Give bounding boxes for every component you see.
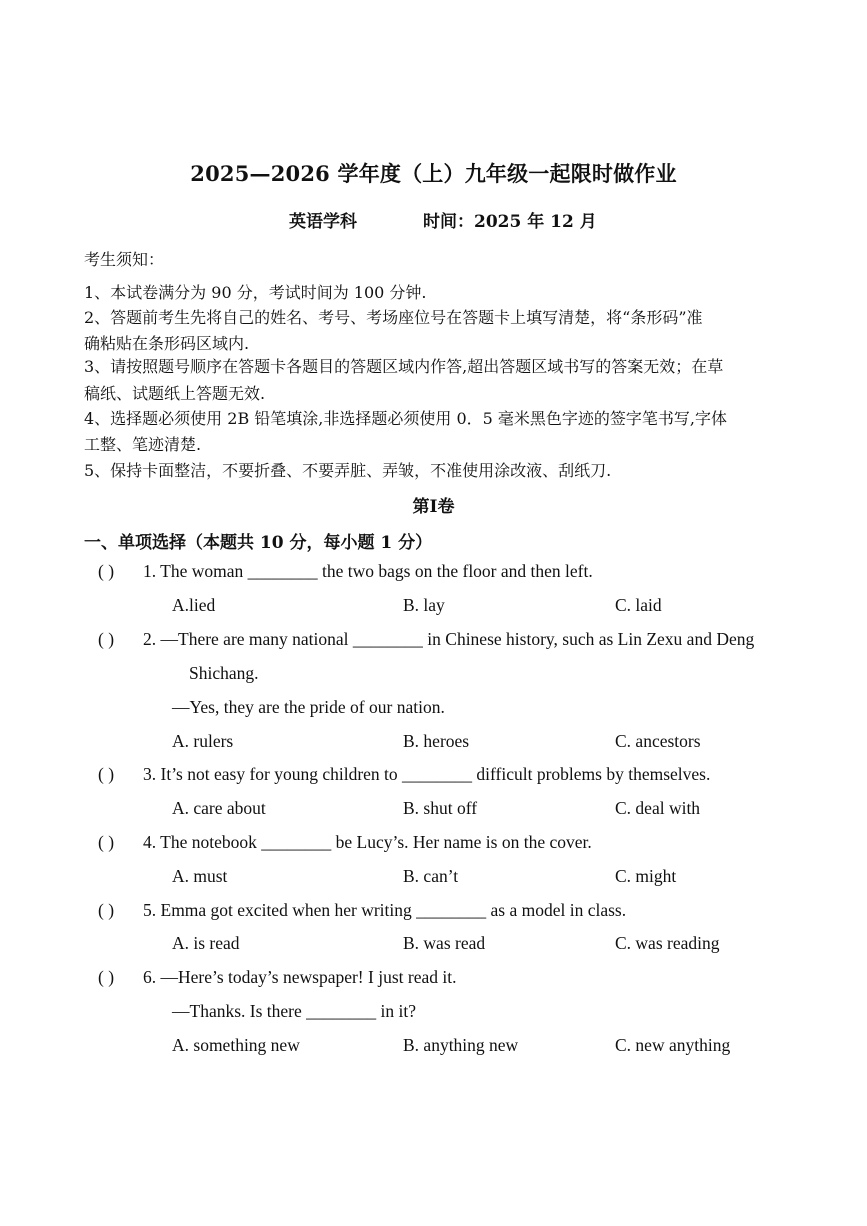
- notice-line: 稿纸、试题纸上答题无效.: [84, 384, 266, 403]
- question-stem: 4. The notebook ________ be Lucy’s. Her name is on the cover.: [143, 832, 592, 852]
- option-a: A. is read: [172, 933, 240, 953]
- option-b: B. heroes: [403, 731, 470, 751]
- dialogue-reply: —Yes, they are the pride of our nation.: [172, 697, 445, 717]
- option-c: C. deal with: [615, 798, 701, 818]
- subject-label: 英语学科: [289, 212, 357, 232]
- question-stem-continued: Shichang.: [189, 663, 259, 683]
- option-a: A. something new: [172, 1035, 300, 1055]
- option-b: B. lay: [403, 595, 445, 615]
- notice-line: 2、答题前考生先将自己的姓名、考号、考场座位号在答题卡上填写清楚，将“条形码”准: [84, 308, 703, 327]
- notice-line: 工整、笔迹清楚.: [84, 435, 202, 454]
- option-a: A. care about: [172, 798, 266, 818]
- question-stem: 3. It’s not easy for young children to ________ difficult problems by themselves.: [143, 764, 711, 784]
- option-a: A. rulers: [172, 731, 234, 751]
- exam-date: 时间：2025 年 12 月: [423, 212, 597, 232]
- option-b: B. can’t: [403, 866, 459, 886]
- question-stem: 5. Emma got excited when her writing ________ as a model in class.: [143, 900, 627, 920]
- notice-line: 确粘贴在条形码区域内.: [84, 334, 250, 353]
- option-a: A.lied: [172, 595, 216, 615]
- answer-blank[interactable]: ( ): [98, 629, 115, 649]
- option-c: C. ancestors: [615, 731, 701, 751]
- option-c: C. was reading: [615, 933, 720, 953]
- answer-blank[interactable]: ( ): [98, 764, 115, 784]
- option-c: C. laid: [615, 595, 662, 615]
- option-a: A. must: [172, 866, 228, 886]
- dialogue-reply: —Thanks. Is there ________ in it?: [172, 1001, 416, 1021]
- option-c: C. new anything: [615, 1035, 731, 1055]
- option-b: B. anything new: [403, 1035, 519, 1055]
- document-title: 2025—2026 学年度（上）九年级一起限时做作业: [190, 161, 677, 186]
- option-c: C. might: [615, 866, 677, 886]
- option-b: B. was read: [403, 933, 486, 953]
- notice-line: 5、保持卡面整洁，不要折叠、不要弄脏、弄皱，不准使用涂改液、刮纸刀.: [84, 461, 612, 480]
- option-b: B. shut off: [403, 798, 478, 818]
- notice-line: 1、本试卷满分为 90 分，考试时间为 100 分钟.: [84, 283, 427, 302]
- answer-blank[interactable]: ( ): [98, 967, 115, 987]
- question-stem: 2. —There are many national ________ in Chinese history, such as Lin Zexu and Deng: [143, 629, 755, 649]
- question-stem: 1. The woman ________ the two bags on the floor and then left.: [143, 561, 593, 581]
- question-stem: 6. —Here’s today’s newspaper! I just read it.: [143, 967, 457, 987]
- notice-line: 4、选择题必须使用 2B 铅笔填涂,非选择题必须使用 0．5 毫米黑色字迹的签字笔书写,字体: [84, 409, 727, 428]
- notice-heading: 考生须知：: [84, 250, 165, 269]
- part-heading: 一、单项选择（本题共 10 分，每小题 1 分）: [84, 533, 433, 553]
- answer-blank[interactable]: ( ): [98, 832, 115, 852]
- section-heading: 第Ⅰ卷: [412, 497, 455, 517]
- answer-blank[interactable]: ( ): [98, 900, 115, 920]
- notice-line: 3、请按照题号顺序在答题卡各题目的答题区域内作答,超出答题区域书写的答案无效；在草: [84, 357, 724, 376]
- answer-blank[interactable]: ( ): [98, 561, 115, 581]
